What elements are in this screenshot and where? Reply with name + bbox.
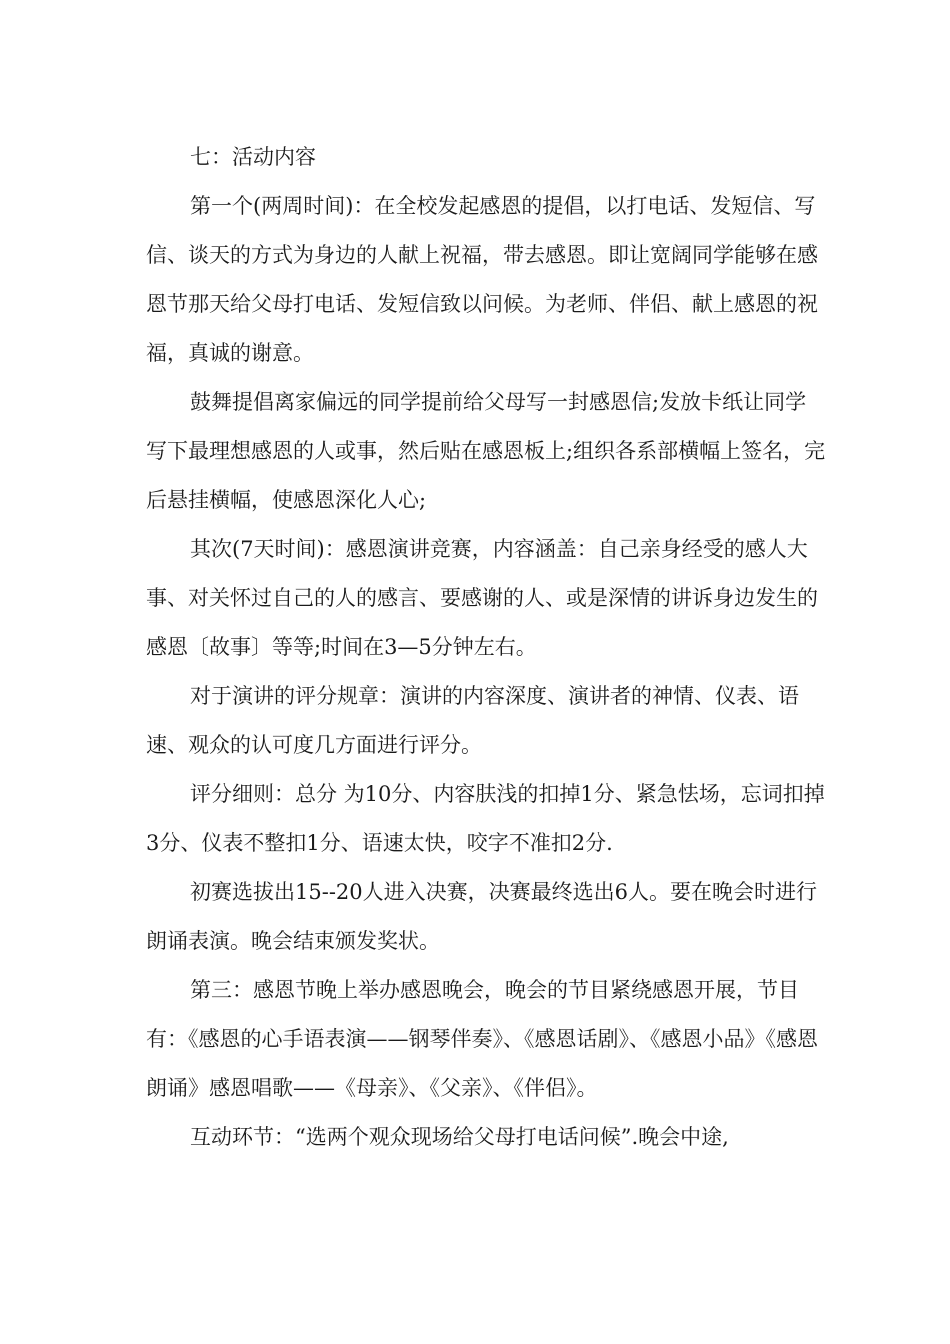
paragraph-encourage-letters: 鼓舞提倡离家偏远的同学提前给父母写一封感恩信;发放卡纸让同学写下最理想感恩的人或事，然后贴在感恩板上;组织各系部横幅上签名，完后悬挂横幅，使感恩深化人心; xyxy=(146,390,826,512)
paragraph-thanksgiving-gala: 第三：感恩节晚上举办感恩晚会，晚会的节目紧绕感恩开展，节目有：《感恩的心手语表演——钢琴伴奏》、《感恩话剧》、《感恩小品》《感恩朗诵》感恩唱歌——《母亲》、《父亲》、《伴侣》。 xyxy=(146,978,818,1100)
section-heading: 七：活动内容 xyxy=(190,145,316,169)
document-body xyxy=(146,133,826,1162)
paragraph-speech-contest: 其次(7天时间)：感恩演讲竞赛，内容涵盖：自己亲身经受的感人大事、对关怀过自己的人的感言、要感谢的人、或是深情的讲诉身边发生的感恩〔故事〕等等;时间在3—5分钟左右。 xyxy=(146,537,818,659)
paragraph-activity-one: 第一个(两周时间)：在全校发起感恩的提倡，以打电话、发短信、写信、谈天的方式为身边的人献上祝福，带去感恩。即让宽阔同学能够在感恩节那天给父母打电话、发短信致以问候。为老师、伴侣、献上感恩的祝福，真诚的谢意。 xyxy=(146,194,818,365)
paragraph-interactive-segment: 互动环节：“选两个观众现场给父母打电话问候”.晚会中途, xyxy=(190,1125,729,1149)
paragraph-preliminary-round: 初赛选拔出15--20人进入决赛，决赛最终选出6人。要在晚会时进行朗诵表演。晚会结束颁发奖状。 xyxy=(146,880,817,953)
paragraph-scoring-details: 评分细则：总分 为10分、内容肤浅的扣掉1分、紧急怯场，忘词扣掉3分、仪表不整扣1分、语速太快，咬字不准扣2分. xyxy=(146,782,825,855)
paragraph-scoring-rules: 对于演讲的评分规章：演讲的内容深度、演讲者的神情、仪表、语速、观众的认可度几方面进行评分。 xyxy=(146,684,799,757)
